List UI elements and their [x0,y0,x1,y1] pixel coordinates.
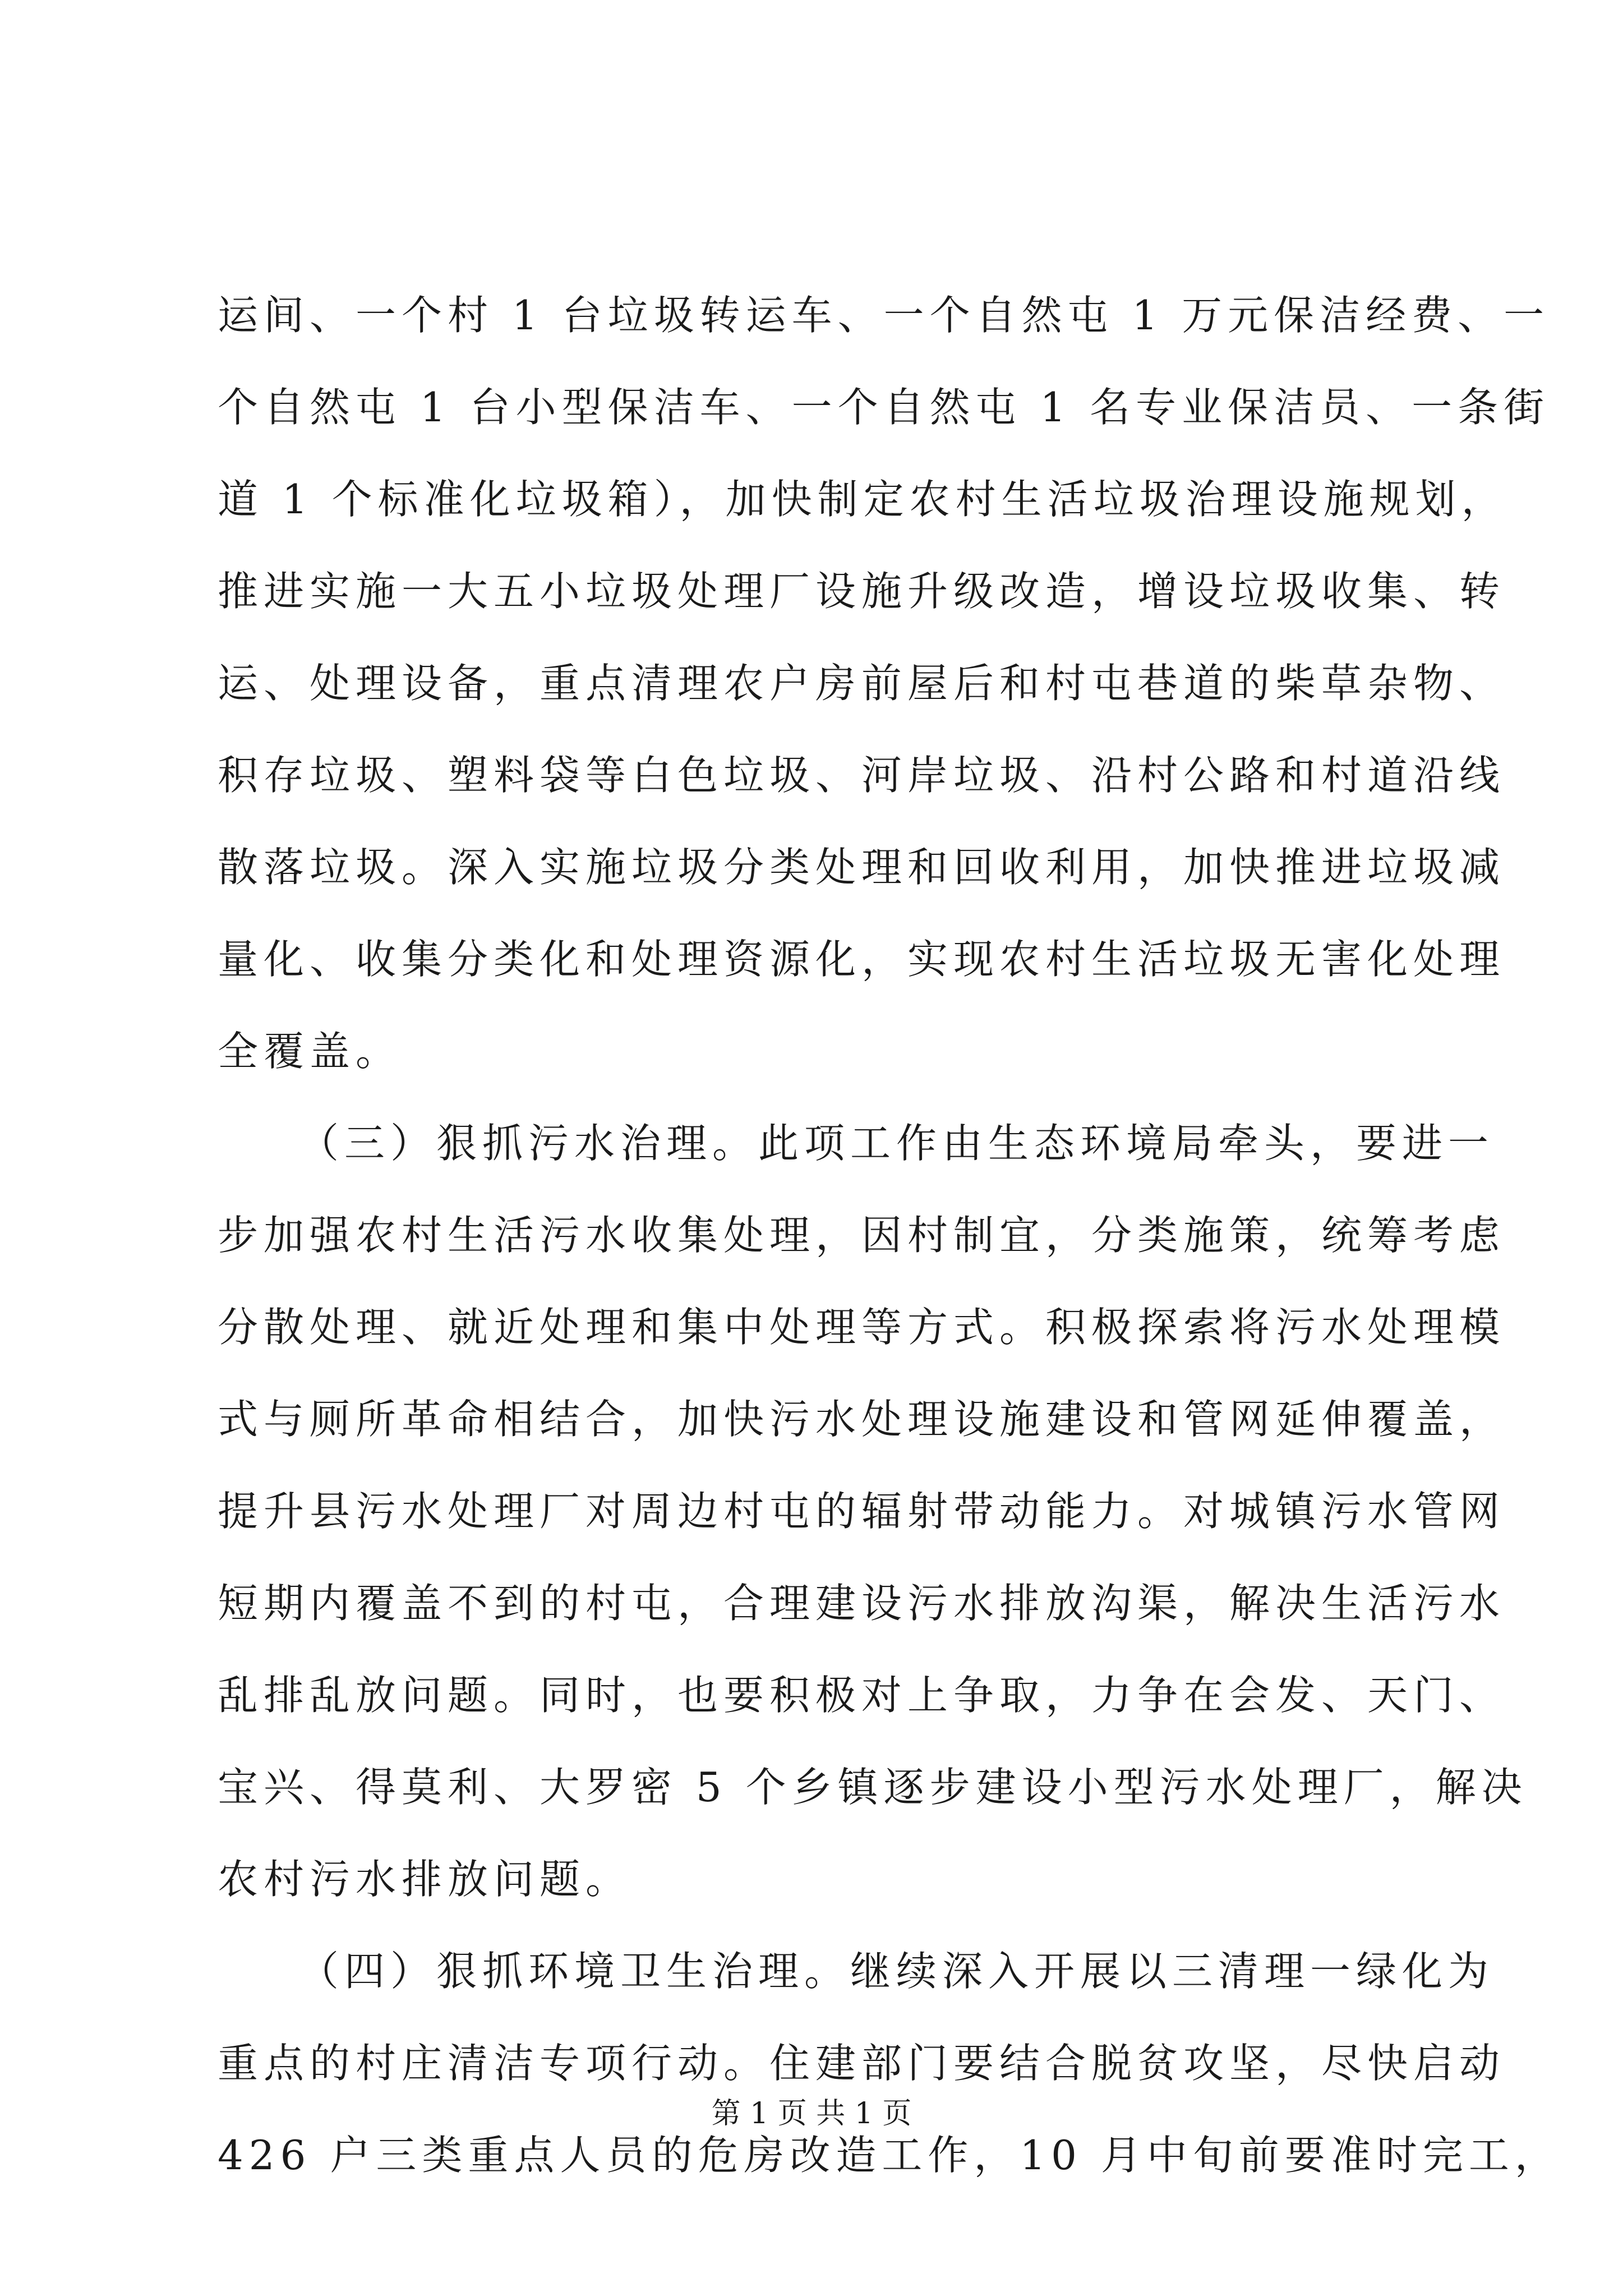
text-line-7: 散落垃圾。深入实施垃圾分类处理和回收利用，加快推进垃圾减 [218,844,1506,891]
text-line-21: 426 户三类重点人员的危房改造工作，10 月中旬前要准时完工， [218,2132,1561,2179]
section-heading-3-line: （三）狠抓污水治理。此项工作由生态环境局牵头，要进一 [298,1120,1495,1167]
page-number-label: 第 1 页 共 1 页 [711,2097,912,2131]
text-line-6: 积存垃圾、塑料袋等白色垃圾、河岸垃圾、沿村公路和村道沿线 [218,752,1506,799]
text-line-9: 全覆盖。 [218,1028,402,1075]
text-line-1: 运间、一个村 1 台垃圾转运车、一个自然屯 1 万元保洁经费、一 [218,292,1550,339]
document-body [218,269,1561,2201]
text-line-11: 步加强农村生活污水收集处理，因村制宜，分类施策，统筹考虑 [218,1212,1506,1259]
text-line-4: 推进实施一大五小垃圾处理厂设施升级改造，增设垃圾收集、转 [218,568,1506,615]
text-line-20: 重点的村庄清洁专项行动。住建部门要结合脱贫攻坚，尽快启动 [218,2040,1506,2087]
text-line-18: 农村污水排放问题。 [218,1856,632,1903]
text-line-14: 提升县污水处理厂对周边村屯的辐射带动能力。对城镇污水管网 [218,1488,1506,1535]
text-line-17: 宝兴、得莫利、大罗密 5 个乡镇逐步建设小型污水处理厂，解决 [218,1764,1528,1811]
text-line-2: 个自然屯 1 台小型保洁车、一个自然屯 1 名专业保洁员、一条街 [218,384,1550,431]
text-line-15: 短期内覆盖不到的村屯，合理建设污水排放沟渠，解决生活污水 [218,1580,1506,1627]
text-line-12: 分散处理、就近处理和集中处理等方式。积极探索将污水处理模 [218,1304,1506,1351]
text-line-13: 式与厕所革命相结合，加快污水处理设施建设和管网延伸覆盖， [218,1396,1506,1443]
text-line-5: 运、处理设备，重点清理农户房前屋后和村屯巷道的柴草杂物、 [218,660,1506,707]
section-heading-4-line: （四）狠抓环境卫生治理。继续深入开展以三清理一绿化为 [298,1948,1495,1995]
page-footer [0,2090,1623,2132]
text-line-16: 乱排乱放问题。同时，也要积极对上争取，力争在会发、天门、 [218,1672,1506,1719]
text-line-3: 道 1 个标准化垃圾箱），加快制定农村生活垃圾治理设施规划， [218,476,1507,523]
text-line-8: 量化、收集分类化和处理资源化，实现农村生活垃圾无害化处理 [218,936,1506,983]
